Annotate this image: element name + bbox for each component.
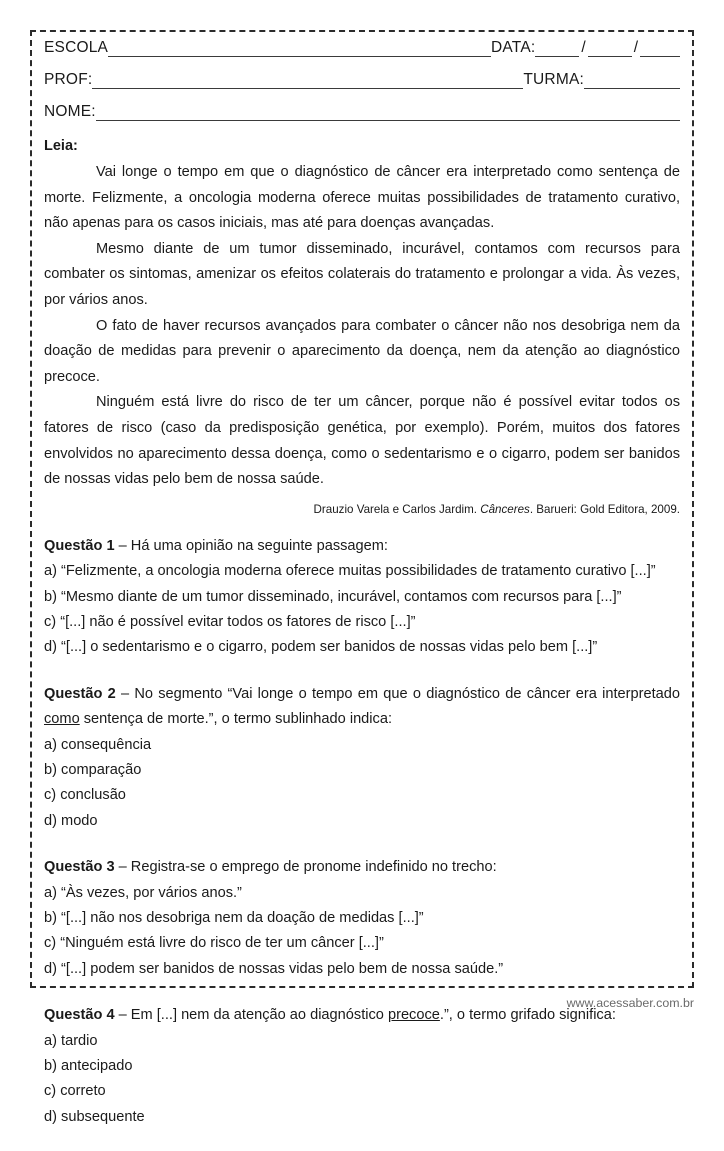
data-month-input-line[interactable] — [588, 41, 632, 57]
question-4-number: Questão 4 — [44, 1007, 115, 1024]
passage-source-attribution — [44, 503, 680, 516]
question-3-option-b[interactable]: b) “[...] não nos desobriga nem da doação de medidas [...]” — [44, 910, 424, 926]
source-publisher: . Barueri: Gold Editora, 2009. — [529, 502, 680, 516]
question-2-option-a[interactable]: a) consequência — [44, 736, 152, 753]
source-author: Drauzio Varela e Carlos Jardim. — [313, 502, 481, 516]
question-2-option-d[interactable]: d) modo — [44, 812, 98, 829]
question-3-stem — [44, 855, 680, 880]
passage-paragraph: Mesmo diante de um tumor disseminado, incurável, contamos com recursos para combater os sintomas, amenizar os efeitos colaterais do tratamento e prolongar a vida. Às vezes, por vários anos. — [44, 240, 680, 308]
question-3-option-d[interactable]: d) “[...] podem ser banidos de nossas vidas pelo bem de nossa saúde.” — [44, 960, 504, 977]
question-1-option-b[interactable]: b) “Mesmo diante de um tumor disseminado, incurável, contamos com recursos para [...]” — [44, 588, 622, 605]
question-2-stem-text: No segmento “Vai longe o tempo em que o diagnóstico de câncer era interpretado — [134, 685, 680, 702]
question-2-underlined-term: como — [44, 711, 80, 728]
question-1-stem — [44, 534, 680, 559]
question-4-stem-text: Em [...] nem da atenção ao diagnóstico — [130, 1007, 388, 1024]
nome-input-line[interactable] — [96, 105, 680, 121]
question-1-dash: – — [114, 537, 131, 554]
data-day-input-line[interactable] — [535, 41, 579, 57]
question-1-stem-text: Há uma opinião na seguinte passagem: — [130, 537, 388, 554]
question-4-underlined-term: precoce — [387, 1007, 440, 1024]
question-4-option-b[interactable]: b) antecipado — [44, 1058, 133, 1075]
question-4-option-a[interactable]: a) tardio — [44, 1032, 98, 1049]
leia-heading: Leia: — [44, 138, 78, 154]
field-row-nome — [44, 102, 680, 121]
question-2-stem — [44, 682, 680, 733]
question-block-2 — [44, 682, 680, 834]
passage-paragraph: Vai longe o tempo em que o diagnóstico de câncer era interpretado como sentença de morte. Felizmente, a oncologia moderna oferece muitas possibilidades de tratamento curativo, não apenas para os casos iniciais, mas até para doenças avançadas. — [44, 164, 680, 232]
question-3-number: Questão 3 — [44, 859, 115, 876]
passage-paragraph: O fato de haver recursos avançados para combater o câncer não nos desobriga nem da doação de medidas para prevenir o aparecimento da doença, nem da atenção ao diagnóstico precoce. — [44, 317, 680, 385]
reading-passage — [44, 160, 680, 493]
question-1-option-a[interactable]: a) “Felizmente, a oncologia moderna oferece muitas possibilidades de tratamento curativo [...]” — [44, 563, 656, 580]
turma-label: TURMA: — [523, 71, 584, 88]
question-3-option-c[interactable]: c) “Ninguém está livre do risco de ter um câncer [...]” — [44, 935, 384, 952]
source-work-title: Cânceres — [480, 502, 530, 516]
question-2-option-c[interactable]: c) conclusão — [44, 787, 126, 804]
question-2-option-b[interactable]: b) comparação — [44, 761, 142, 778]
question-block-3 — [44, 855, 680, 982]
question-1-option-c[interactable]: c) “[...] não é possível evitar todos os fatores de risco [...]” — [44, 613, 416, 630]
question-3-stem-text: Registra-se o emprego de pronome indefinido no trecho: — [130, 859, 497, 876]
passage-paragraph: Ninguém está livre do risco de ter um câncer, porque não é possível evitar todos os fatores de risco (caso da predisposição genética, por exemplo). Porém, muitos dos fatores envolvidos no aparecimento dessa doença, como o sedentarismo e o cigarro, podem ser banidos de nossas vidas pelo bem de nossa saúde. — [44, 394, 680, 488]
worksheet-content — [44, 38, 680, 1151]
question-2-dash: – — [115, 685, 135, 702]
question-3-dash: – — [114, 859, 131, 876]
field-row-escola-data — [44, 38, 680, 57]
escola-label: ESCOLA — [44, 39, 109, 56]
data-label: DATA: — [491, 39, 536, 56]
escola-input-line[interactable] — [108, 41, 491, 57]
nome-label: NOME: — [44, 103, 96, 120]
footer-website[interactable]: www.acessaber.com.br — [566, 996, 694, 1010]
question-4-option-d[interactable]: d) subsequente — [44, 1108, 145, 1125]
question-2-stem-text-after: sentença de morte.”, o termo sublinhado indica: — [79, 711, 393, 728]
data-year-input-line[interactable] — [640, 41, 680, 57]
prof-input-line[interactable] — [92, 73, 523, 89]
question-1-option-d[interactable]: d) “[...] o sedentarismo e o cigarro, podem ser banidos de nossas vidas pelo bem [...]” — [44, 639, 598, 656]
question-block-1 — [44, 534, 680, 661]
question-4-dash: – — [114, 1007, 131, 1024]
question-4-stem-text-after: .”, o termo grifado significa: — [439, 1007, 616, 1024]
date-separator-1: / — [581, 39, 586, 56]
field-row-prof-turma — [44, 70, 680, 89]
question-block-4 — [44, 1003, 680, 1130]
prof-label: PROF: — [44, 71, 93, 88]
question-2-number: Questão 2 — [44, 685, 116, 702]
date-separator-2: / — [633, 39, 638, 56]
question-4-option-c[interactable]: c) correto — [44, 1083, 106, 1100]
question-1-number: Questão 1 — [44, 537, 115, 554]
turma-input-line[interactable] — [584, 73, 680, 89]
question-3-option-a[interactable]: a) “Às vezes, por vários anos.” — [44, 884, 242, 901]
